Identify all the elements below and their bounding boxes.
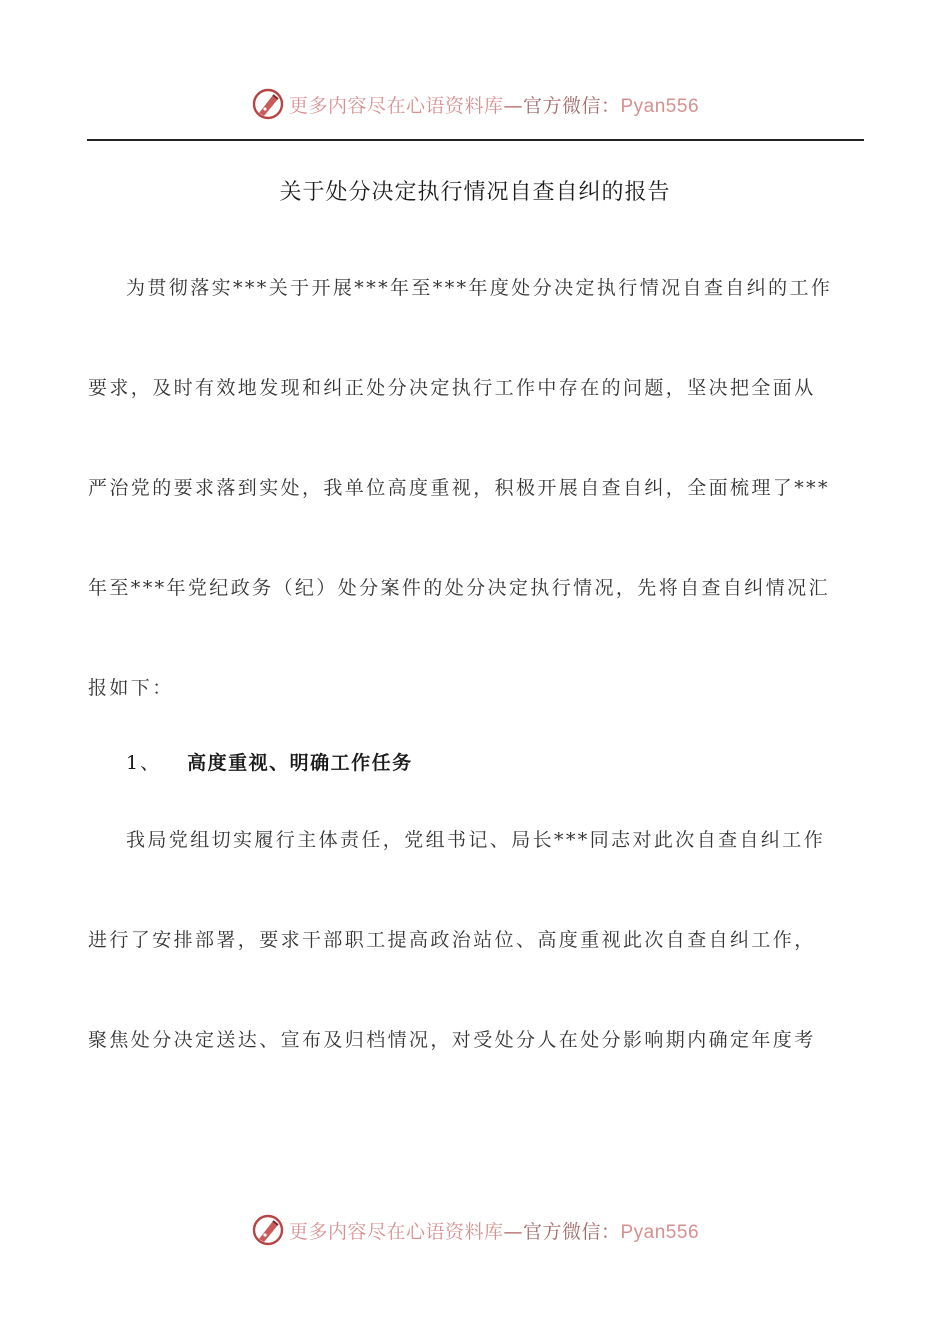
pen-nib-circle-icon (251, 1213, 285, 1247)
banner-text (289, 91, 699, 118)
intro-line: 为贯彻落实***关于开展***年至***年度处分决定执行情况自查自纠的工作 (126, 277, 833, 299)
banner-wechat-id: Pyan556 (620, 1221, 700, 1243)
section-heading-text: 高度重视、明确工作任务 (187, 752, 413, 774)
intro-line: 年至***年党纪政务（纪）处分案件的处分决定执行情况，先将自查自纠情况汇 (88, 577, 830, 599)
header-divider (87, 139, 864, 141)
banner-text (289, 1217, 699, 1244)
section-line: 聚焦处分决定送达、宣布及归档情况，对受处分人在处分影响期内确定年度考 (88, 1029, 816, 1051)
intro-line: 报如下： (88, 677, 174, 699)
section-line: 我局党组切实履行主体责任，党组书记、局长***同志对此次自查自纠工作 (126, 829, 826, 851)
banner-dash: — (503, 1220, 523, 1243)
banner-brand: 更多内容尽在心语资料库 (288, 94, 504, 117)
intro-line: 严治党的要求落到实处，我单位高度重视，积极开展自查自纠，全面梳理了*** (88, 477, 830, 499)
banner-dash: — (503, 94, 523, 117)
section-heading (126, 748, 413, 775)
banner-brand: 更多内容尽在心语资料库 (288, 1220, 504, 1243)
intro-line: 要求，及时有效地发现和纠正处分决定执行工作中存在的问题，坚决把全面从 (88, 377, 816, 399)
pen-nib-circle-icon (251, 87, 285, 121)
document-title: 关于处分决定执行情况自查自纠的报告 (279, 180, 671, 205)
banner-wechat-label: 官方微信： (522, 1220, 621, 1243)
header-banner (0, 82, 950, 126)
banner-wechat-label: 官方微信： (522, 94, 621, 117)
banner-wechat-id: Pyan556 (620, 95, 700, 117)
section-number: 1、 (126, 752, 162, 774)
section-line: 进行了安排部署，要求干部职工提高政治站位、高度重视此次自查自纠工作， (88, 929, 816, 951)
footer-banner (0, 1208, 950, 1252)
